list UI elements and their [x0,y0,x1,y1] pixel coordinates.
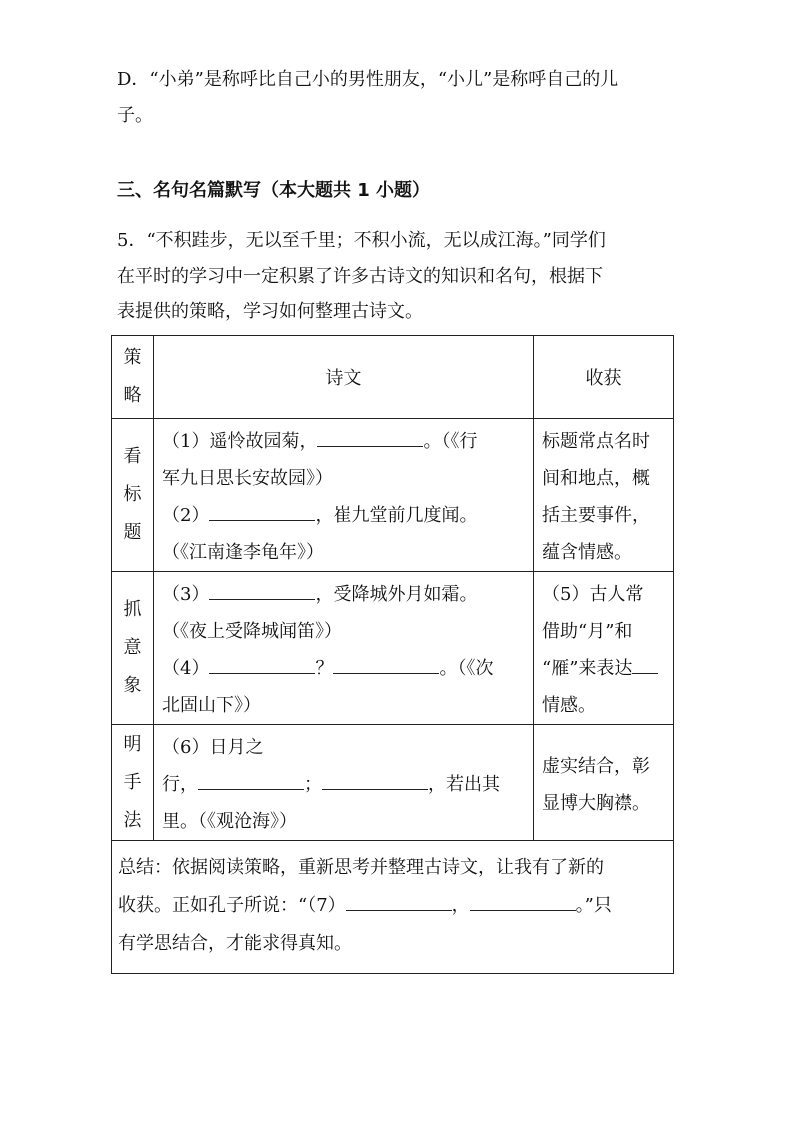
answer-blank-5[interactable] [632,657,658,674]
header-poem: 诗文 [154,336,534,419]
poem-cell-title: （1）遥怜故园菊， 。（《行 军九日思长安故园》） （2） ，崔九堂前几度闻。 （《江南逢李龟年》） [154,419,534,572]
question-line-3: 表提供的策略，学习如何整理古诗文。 [117,301,423,322]
strategy-cell-imagery: 抓 意 象 [112,572,154,725]
answer-blank-4b[interactable] [333,657,439,674]
answer-blank-3[interactable] [209,583,315,600]
answer-blank-7b[interactable] [470,894,576,911]
answer-blank-6b[interactable] [322,773,428,790]
question-line-2: 在平时的学习中一定积累了许多古诗文的知识和名句，根据下 [117,266,603,287]
question-line-1: 5．“不积跬步，无以至千里；不积小流，无以成江海。”同学们 [117,230,606,251]
section-title: 三、名句名篇默写（本大题共 1 小题） [117,180,431,201]
strategy-table [111,335,674,974]
answer-blank-4a[interactable] [209,657,315,674]
row-imagery-strategy [112,572,674,725]
option-d-line-1: D．“小弟”是称呼比自己小的男性朋友，“小儿”是称呼自己的儿 [117,69,619,90]
poem-cell-technique: （6）日月之 行， ； ，若出其 里。（《观沧海》） [154,725,534,841]
table-header-row [112,336,674,419]
header-gain: 收获 [534,336,674,419]
answer-blank-1[interactable] [317,430,423,447]
summary-cell: 总结：依据阅读策略，重新思考并整理古诗文，让我有了新的 收获。正如孔子所说：“（7） ， 。”只 有学思结合，才能求得真知。 [112,841,674,974]
answer-blank-6a[interactable] [198,773,304,790]
summary-row [112,841,674,974]
strategy-cell-technique: 明 手 法 [112,725,154,841]
gain-cell-imagery: （5）古人常 借助“月”和 “雁”来表达 情感。 [534,572,674,725]
answer-blank-2[interactable] [209,504,315,521]
answer-blank-7a[interactable] [346,894,452,911]
gain-cell-title: 标题常点名时 间和地点，概 括主要事件， 蕴含情感。 [534,419,674,572]
poem-cell-imagery: （3） ，受降城外月如霜。 （《夜上受降城闻笛》） （4） ？ 。（《次 北固山下》） [154,572,534,725]
header-strategy: 策 略 [112,336,154,419]
row-title-strategy [112,419,674,572]
gain-cell-technique: 虚实结合，彰 显博大胸襟。 [534,725,674,841]
option-d-line-2: 子。 [117,105,153,126]
row-technique-strategy [112,725,674,841]
strategy-cell-title: 看 标 题 [112,419,154,572]
